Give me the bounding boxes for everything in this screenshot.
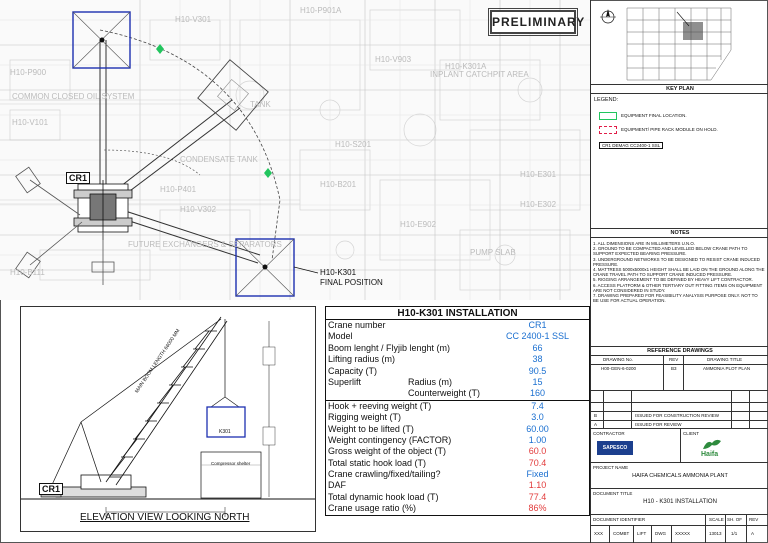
legend-swatch-hold xyxy=(599,126,617,134)
elevation-title: ELEVATION VIEW LOOKING NORTH xyxy=(80,512,250,523)
rev-label: REV xyxy=(749,517,759,522)
boom-length-label: MAIN BOOM LENGTH 66000 MM xyxy=(134,328,182,395)
document-title-section xyxy=(591,488,768,514)
installation-row-value: CC 2400-1 SSL xyxy=(505,331,570,342)
load-params-block xyxy=(326,401,589,515)
note-line: 2. GROUND TO BE COMPACTED AND LEVELLED BELOW CRANE PATH TO xyxy=(593,246,748,252)
crane-params-block xyxy=(326,320,589,401)
document-title: H10 - K301 INSTALLATION xyxy=(643,499,717,505)
row-label-text: Gross weight of the object (T) xyxy=(328,446,447,457)
crane-tag-plan: CR1 xyxy=(66,172,90,184)
plan-bg-label: H10-K301A xyxy=(445,62,487,71)
installation-row-value: CR1 xyxy=(528,320,547,330)
row-label-text: Crane number xyxy=(328,320,386,330)
notes-section xyxy=(591,228,768,346)
plan-view xyxy=(0,0,590,300)
doc-id-label: DOCUMENT IDENTIFIER xyxy=(593,517,646,522)
installation-row-value: Fixed xyxy=(526,469,549,480)
note-line: PRESSURE. xyxy=(593,261,619,267)
plan-bg-label: FUTURE EXCHANGERS & SEPARATORS xyxy=(128,240,282,249)
doc-id-cell: XXX xyxy=(594,531,604,536)
note-line: 7. DRAWING PREPARED FOR FEASIBILITY ANALYSIS PURPOSE ONLY. NOT TO xyxy=(593,293,758,299)
plan-bg-label: H10-V302 xyxy=(180,205,217,214)
installation-row-value: 160 xyxy=(529,388,546,399)
row-sublabel-text: Radius (m) xyxy=(408,376,453,387)
installation-row xyxy=(326,469,589,480)
installation-row-value: 77.4 xyxy=(528,491,547,502)
plan-bg-label: H10-E301 xyxy=(520,170,557,179)
note-line: SUPPORT EXPECTED BEARING PRESSURE. xyxy=(593,251,687,257)
plan-bg-label: PUMP SLAB xyxy=(470,248,516,257)
installation-row xyxy=(326,320,589,331)
note-line: 3. UNDERGROUND NETWORKS TO BE DESIGNED TO RESIST CRANE INDUCED xyxy=(593,256,760,262)
installation-row-value: 1.10 xyxy=(528,480,547,491)
ref-cell: H00-GEN-6-0200 xyxy=(601,366,637,371)
installation-row-value: 70.4 xyxy=(528,457,547,468)
note-line: ARE NOT CONSIDERED IN STUDY. xyxy=(593,287,666,293)
note-line: CRANE TRAVEL PATH TO SUPPORT CRANE INDUCED PRESSURE. xyxy=(593,272,733,278)
plan-bg-label: H10-B201 xyxy=(320,180,357,189)
installation-row-label xyxy=(326,424,486,435)
installation-row-value: 66 xyxy=(532,342,543,353)
plan-bg-label: CONDENSATE TANK xyxy=(180,155,258,164)
doc-id-cell: COMBT xyxy=(613,531,630,536)
row-label-text: Hook + reeving weight (T) xyxy=(328,400,432,411)
ref-row xyxy=(591,365,768,374)
row-label-text: Weight to be lifted (T) xyxy=(328,423,414,434)
ref-cell: B3 xyxy=(671,366,677,371)
installation-row-label xyxy=(326,366,486,377)
installation-row-label xyxy=(326,343,486,354)
installation-row xyxy=(326,492,589,503)
legend-swatch-final xyxy=(599,112,617,120)
installation-row-label xyxy=(326,320,486,331)
plan-bg-label: H10-E902 xyxy=(400,220,437,229)
final-position-label: FINAL POSITION xyxy=(320,278,383,287)
installation-row-value: 7.4 xyxy=(531,400,544,411)
row-label-text: Weight contingency (FACTOR) xyxy=(328,434,452,445)
plan-bg-label: H10-V101 xyxy=(12,118,49,127)
row-label-text: Lifting radius (m) xyxy=(328,354,396,365)
installation-row-label xyxy=(326,377,486,388)
installation-row-label xyxy=(326,401,486,412)
installation-title: H10-K301 INSTALLATION xyxy=(326,307,589,320)
row-label-text: Boom lenght / Flyjib lenght (m) xyxy=(328,342,451,353)
ref-header-rev: REV xyxy=(669,357,679,362)
installation-row-label xyxy=(326,492,486,503)
installation-row-value: 15 xyxy=(532,376,543,387)
rev-cell: B xyxy=(594,413,598,418)
installation-row-label xyxy=(326,354,486,365)
notes-list xyxy=(591,238,768,303)
installation-row-label xyxy=(326,446,486,457)
installation-row-value: 38 xyxy=(532,354,543,365)
client-label: CLIENT xyxy=(683,431,700,436)
notes-title: NOTES xyxy=(591,229,768,238)
plan-bg-label: INPLANT CATCHPIT AREA xyxy=(430,70,529,79)
installation-row xyxy=(326,446,589,457)
plan-bg-label: H10-B111 xyxy=(10,268,45,277)
row-label-text: Model xyxy=(328,331,353,342)
reference-title: REFERENCE DRAWINGS xyxy=(591,347,768,356)
row-label-text: Capacity (T) xyxy=(328,365,378,376)
doc-id-cell: XXXXX xyxy=(675,531,691,536)
key-plan-title: KEY PLAN xyxy=(591,84,768,93)
note-line: 5. RIGGING ARRANGEMENT TO BE DEFINED BY HEAVY LIFT CONTRACTOR. xyxy=(593,277,753,283)
plan-bg-label: H10-E302 xyxy=(520,200,557,209)
installation-row xyxy=(326,458,589,469)
installation-row xyxy=(326,424,589,435)
doc-identifier-section xyxy=(591,514,768,543)
installation-row-label xyxy=(326,469,486,480)
note-line: 1. ALL DIMENSIONS ARE IN MILLIMETERS U.N.O. xyxy=(593,241,696,246)
installation-row-label xyxy=(326,388,486,399)
plan-bg-label: TANK xyxy=(250,100,271,109)
row-label-text: DAF xyxy=(328,480,346,491)
document-label: DOCUMENT TITLE xyxy=(593,491,633,496)
plan-bg-label: COMMON CLOSED OIL SYSTEM xyxy=(12,92,135,101)
installation-row-value: 60.0 xyxy=(528,446,547,457)
row-label-text: Total static hook load (T) xyxy=(328,457,427,468)
final-position-tag: H10-K301 xyxy=(320,268,357,277)
plan-bg-label: H10-S201 xyxy=(335,140,372,149)
project-name: HAIFA CHEMICALS AMMONIA PLANT xyxy=(632,473,728,479)
plan-bg-label: H10-P900 xyxy=(10,68,47,77)
ref-cell: AMMONIA PLOT PLAN xyxy=(703,366,751,371)
legend-section xyxy=(591,93,768,228)
key-plan-map xyxy=(591,0,768,84)
note-line: BE USE FOR ACTUAL OPERATION. xyxy=(593,298,666,304)
contractor-logo: SAPESCO xyxy=(597,441,633,455)
row-label-text: Superlift xyxy=(328,376,362,387)
installation-row-value: 60.00 xyxy=(526,423,549,434)
row-sublabel-text: Counterweight (T) xyxy=(408,388,481,399)
row-label-text: Total dynamic hook load (T) xyxy=(328,491,439,502)
installation-row xyxy=(326,503,589,514)
note-line: 4. MATTRESS 5000x5000x1 HEIGHT SHALL BE LAID ON THE GROUND ALONG THE xyxy=(593,267,765,273)
installation-row xyxy=(326,366,589,377)
installation-table xyxy=(325,306,590,516)
installation-row-label xyxy=(326,458,486,469)
client-logo-icon xyxy=(701,437,723,451)
rev-cell: A xyxy=(594,422,598,427)
legend-title: LEGEND: xyxy=(594,97,619,103)
installation-row-label xyxy=(326,412,486,423)
row-label-text: Crane usage ratio (%) xyxy=(328,503,417,514)
installation-row-value: 86% xyxy=(528,503,547,514)
installation-row xyxy=(326,354,589,365)
installation-row xyxy=(326,377,589,388)
revision-row xyxy=(591,411,768,420)
legend-item-label: EQUIPMENT/ PIPE RACK MODULE ON HOLD. xyxy=(621,127,718,132)
installation-row-label xyxy=(326,503,486,514)
installation-row xyxy=(326,401,589,412)
plan-bg-label: H10-P901A xyxy=(300,6,342,15)
installation-row-label xyxy=(326,435,486,446)
title-block xyxy=(590,0,768,543)
plan-bg-label: H10-V903 xyxy=(375,55,412,64)
row-label-text: Rigging weight (T) xyxy=(328,412,402,423)
project-section xyxy=(591,462,768,488)
shelter-label: Compressor shelter xyxy=(211,461,251,466)
installation-row-label xyxy=(326,480,486,491)
installation-row xyxy=(326,343,589,354)
doc-id-cell: 1/1 xyxy=(731,531,738,536)
ref-header-drawing: DRAWING No. xyxy=(603,357,633,362)
reference-drawings-section xyxy=(591,346,768,390)
installation-row-value: 3.0 xyxy=(531,412,544,423)
north-arrow-icon xyxy=(599,8,617,26)
preliminary-stamp: PRELIMINARY xyxy=(490,10,576,34)
project-label: PROJECT NAME xyxy=(593,465,629,470)
installation-row-value: 1.00 xyxy=(528,434,547,445)
doc-id-cell: A xyxy=(751,531,755,536)
client-logo-text: Haifa xyxy=(701,451,719,458)
plan-bg-label: H10-V301 xyxy=(175,15,212,24)
plan-bg-label: H10-P401 xyxy=(160,185,197,194)
installation-row xyxy=(326,388,589,399)
elevation-view xyxy=(20,306,316,532)
ref-header-title: DRAWING TITLE xyxy=(707,357,743,362)
installation-row xyxy=(326,412,589,423)
doc-id-cell: 13013 xyxy=(709,531,722,536)
crane-tag-elevation: CR1 xyxy=(39,483,63,495)
object-label: K301 xyxy=(219,429,231,435)
legend-item-crane: CR1 DEMAG CC2400-1 SSL xyxy=(599,142,663,149)
row-label-text: Crane crawling/fixed/tailing? xyxy=(328,469,441,480)
contractor-label: CONTRACTOR xyxy=(593,431,625,436)
doc-id-cell: LIFT xyxy=(637,531,647,536)
doc-id-cell: DWG xyxy=(655,531,666,536)
note-line: 6. ACCESS PLATFORM & OTHER TERTIARY OUT FITTING ITEMS ON EQUIPMENT xyxy=(593,282,763,288)
installation-row-value: 90.5 xyxy=(528,365,547,376)
rev-cell: ISSUED FOR REVIEW xyxy=(635,422,682,427)
parties-section xyxy=(591,428,768,462)
installation-row xyxy=(326,480,589,491)
rev-cell: ISSUED FOR CONSTRUCTION REVIEW xyxy=(635,413,720,418)
installation-row xyxy=(326,435,589,446)
sheet-label: SH. OF xyxy=(727,517,743,522)
installation-row-label xyxy=(326,331,486,342)
legend-item-label: EQUIPMENT FINAL LOCATION. xyxy=(621,113,687,118)
scale-label: SCALE xyxy=(709,517,724,522)
installation-row xyxy=(326,331,589,342)
revision-section xyxy=(591,390,768,428)
key-plan-section xyxy=(591,0,768,92)
